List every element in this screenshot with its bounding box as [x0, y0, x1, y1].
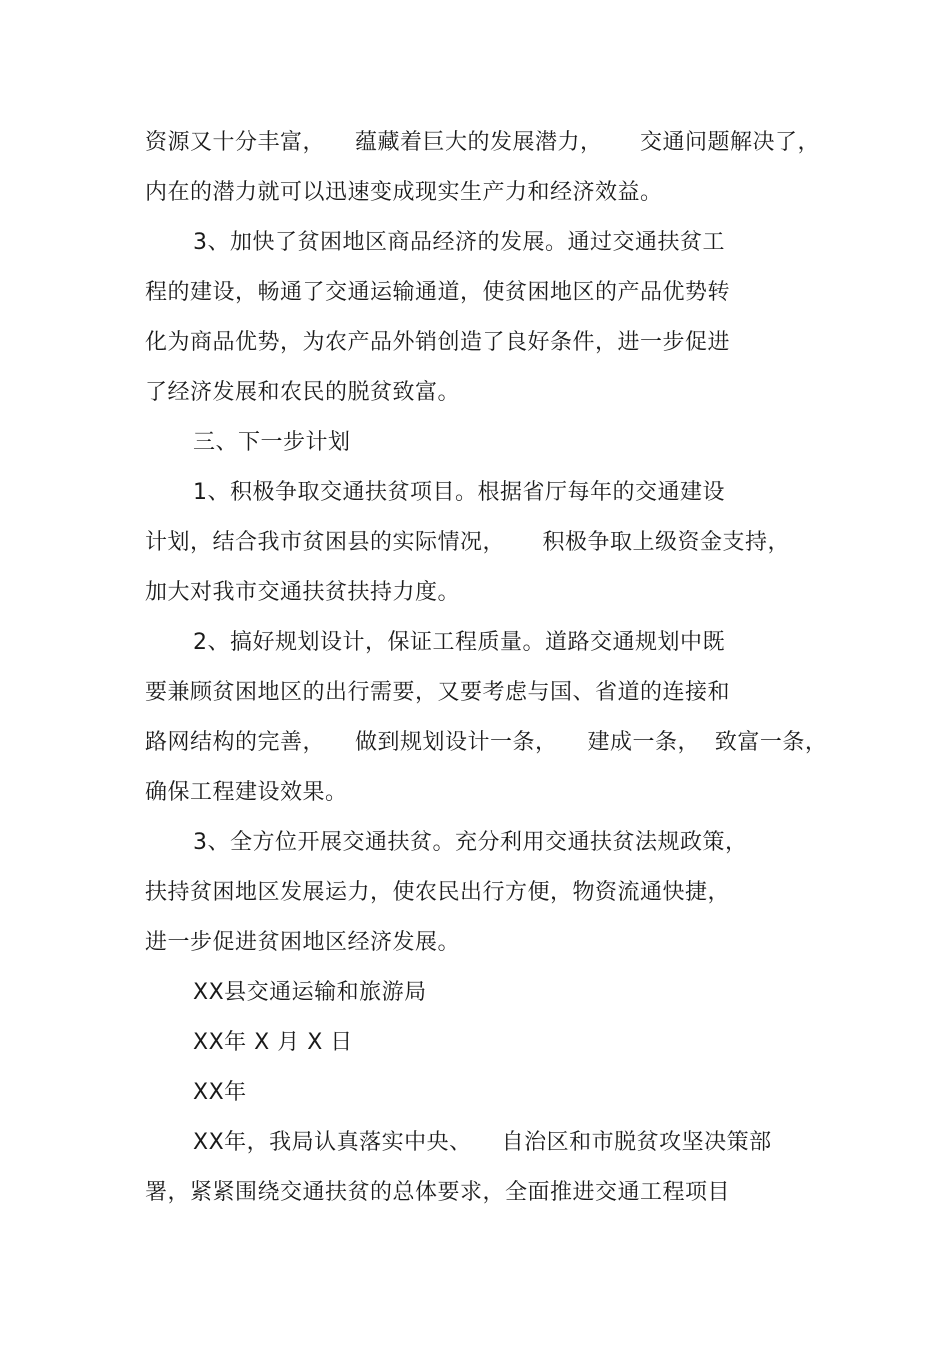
- paragraph-line: 扶持贫困地区发展运力，使农民出行方便，物资流通快捷，: [145, 880, 731, 905]
- paragraph-line: 署，紧紧围绕交通扶贫的总体要求，全面推进交通工程项目: [145, 1180, 731, 1205]
- paragraph-line: 化为商品优势，为农产品外销创造了良好条件，进一步促进: [145, 330, 731, 355]
- paragraph-line: 要兼顾贫困地区的出行需要，又要考虑与国、省道的连接和: [145, 680, 731, 705]
- paragraph-line: 了经济发展和农民的脱贫致富。: [145, 380, 461, 405]
- paragraph-line: 计划，结合我市贫困县的实际情况， 积极争取上级资金支持，: [145, 530, 790, 555]
- paragraph-line: 资源又十分丰富， 蕴藏着巨大的发展潜力， 交通问题解决了，: [145, 130, 820, 155]
- paragraph-line: 1、积极争取交通扶贫项目。根据省厅每年的交通建设: [193, 480, 725, 505]
- paragraph-line: 2、搞好规划设计，保证工程质量。道路交通规划中既: [193, 630, 725, 655]
- paragraph-line: 3、全方位开展交通扶贫。充分利用交通扶贫法规政策，: [193, 830, 748, 855]
- paragraph-line: 进一步促进贫困地区经济发展。: [145, 930, 461, 955]
- paragraph-line: XX年，我局认真落实中央、 自治区和市脱贫攻坚决策部: [193, 1130, 772, 1155]
- section-heading: 三、下一步计划: [193, 430, 351, 455]
- paragraph-line: 路网结构的完善， 做到规划设计一条， 建成一条， 致富一条，: [145, 730, 828, 755]
- paragraph-line: 确保工程建设效果。: [145, 780, 348, 805]
- paragraph-line: 加大对我市交通扶贫扶持力度。: [145, 580, 461, 605]
- paragraph-line: 3、加快了贫困地区商品经济的发展。通过交通扶贫工: [193, 230, 725, 255]
- paragraph-line: 内在的潜力就可以迅速变成现实生产力和经济效益。: [145, 180, 663, 205]
- next-title: XX年: [193, 1080, 247, 1105]
- signature-date: XX年 X 月 X 日: [193, 1030, 353, 1055]
- signature-organization: XX县交通运输和旅游局: [193, 980, 427, 1005]
- paragraph-line: 程的建设，畅通了交通运输通道，使贫困地区的产品优势转: [145, 280, 731, 305]
